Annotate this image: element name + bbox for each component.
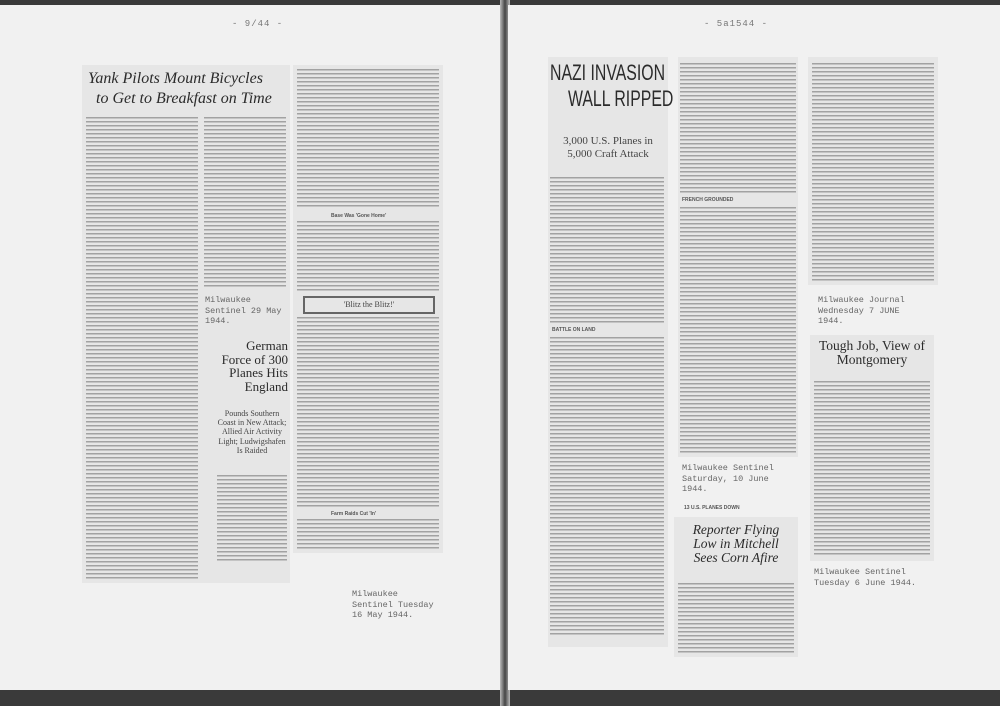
article-text: [217, 475, 287, 561]
boxed-title: 'Blitz the Blitz!': [303, 296, 435, 314]
page-number: - 5a1544 -: [704, 19, 769, 29]
tough-job-clipping: [810, 335, 934, 561]
reporter-clipping: [674, 517, 798, 657]
right-page: [508, 5, 1000, 690]
article-text: [550, 337, 664, 637]
headline: German Force of 300 Planes Hits England: [221, 338, 288, 394]
section-heading: Farm Raids Cut 'In': [331, 511, 377, 517]
headline: Tough Job, View of Montgomery: [819, 338, 925, 368]
article-text: [297, 221, 439, 291]
headline: to Get to Breakfast on Time: [96, 90, 272, 107]
article-text: [678, 583, 794, 653]
subhead: 3,000 U.S. Planes in 5,000 Craft Attack: [563, 135, 653, 160]
nazi-invasion-column-3: [808, 57, 938, 285]
citation: Milwaukee Sentinel Tuesday 16 May 1944.: [352, 589, 434, 621]
article-text: [297, 519, 439, 549]
section-heading: Base Was 'Gone Home': [331, 213, 387, 219]
article-text: [550, 177, 664, 323]
article-text: [814, 381, 930, 557]
headline: NAZI INVASION: [550, 60, 666, 85]
section-heading: FRENCH GROUNDED: [682, 197, 734, 203]
nazi-invasion-continued: [678, 57, 798, 457]
headline: Yank Pilots Mount Bicycles: [88, 70, 263, 87]
citation: Milwaukee Journal Wednesday 7 JUNE 1944.: [818, 295, 905, 327]
citation: Milwaukee Sentinel Saturday, 10 June 1944.: [682, 463, 774, 495]
headline: Reporter Flying Low in Mitchell Sees Corn Afire: [692, 522, 780, 566]
section-heading: 13 U.S. PLANES DOWN: [684, 505, 740, 511]
section-heading: BATTLE ON LAND: [552, 327, 596, 333]
german-force-clipping: [214, 335, 290, 565]
headline: WALL RIPPED: [568, 86, 674, 111]
citation: Milwaukee Sentinel 29 May 1944.: [205, 295, 282, 327]
article-text: [297, 317, 439, 507]
left-page: [0, 5, 502, 690]
nazi-invasion-clipping: [548, 57, 674, 647]
article-text: [204, 117, 286, 289]
subhead: Pounds Southern Coast in New Attack; Allied Air Activity Light; Ludwigshafen Is Raided: [217, 409, 287, 455]
article-text: [812, 63, 934, 281]
citation: Milwaukee Sentinel Tuesday 6 June 1944.: [814, 567, 917, 588]
page-number: - 9/44 -: [232, 19, 284, 29]
article-text: [680, 63, 796, 193]
article-text: [297, 69, 439, 209]
article-text: [86, 117, 198, 579]
article-text: [680, 207, 796, 453]
blitz-clipping: [293, 65, 443, 553]
